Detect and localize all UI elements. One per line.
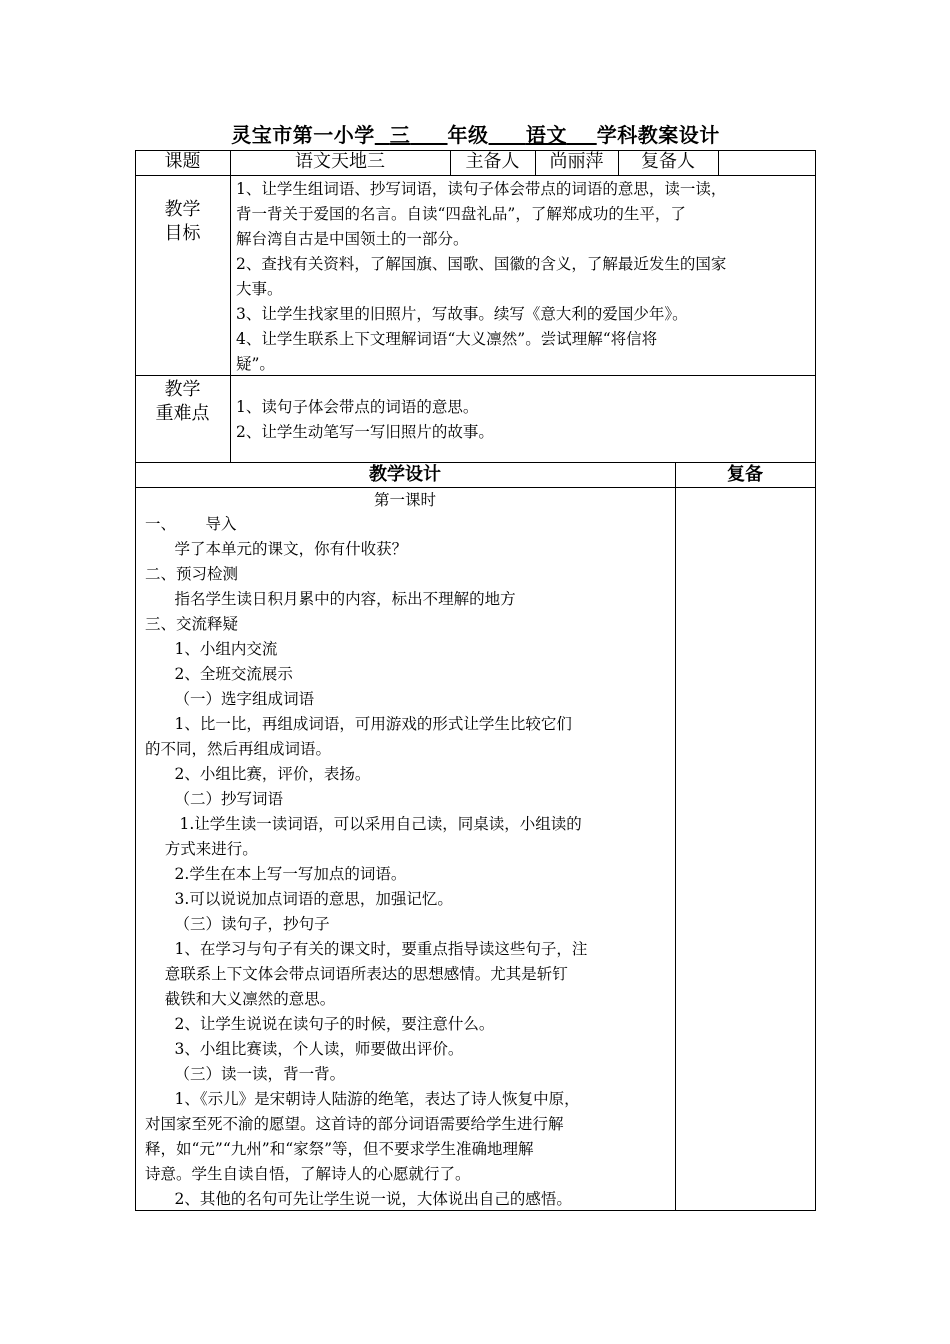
objective-line: 4、让学生联系上下文理解词语“大义凛然”。尝试理解“将信将	[236, 330, 658, 348]
title-school: 灵宝市第一小学	[231, 123, 375, 147]
design-line: 释，如“元”“九州”和“家祭”等，但不要求学生准确地理解	[145, 1140, 534, 1158]
design-line: 3、小组比赛读，个人读，师要做出评价。	[145, 1040, 464, 1058]
title-grade: 三	[389, 123, 411, 147]
key-points-label	[135, 378, 230, 426]
objectives-label-line2: 目标	[164, 223, 201, 244]
objective-line: 背一背关于爱国的名言。自读“四盘礼品”，了解郑成功的生平，了	[236, 205, 686, 223]
design-header: 教学设计	[369, 464, 441, 485]
co-prep-label: 复备人	[641, 151, 695, 172]
main-prep-value: 尚丽萍	[549, 151, 604, 172]
objective-line: 疑”。	[236, 355, 275, 373]
design-line: 3.可以说说加点词语的意思，加强记忆。	[145, 890, 453, 908]
design-line: 学了本单元的课文，你有什收获？	[145, 540, 408, 558]
title-subject: 语文	[525, 123, 567, 147]
design-line: 1.让学生读一读词语，可以采用自己读，同桌读，小组读的	[145, 815, 582, 833]
design-line: （一）选字组成词语	[145, 690, 315, 708]
design-line: 1、比一比，再组成词语，可用游戏的形式让学生比较它们	[145, 715, 572, 733]
objective-line: 3、让学生找家里的旧照片，写故事。续写《意大利的爱国少年》。	[236, 305, 688, 323]
design-line: 2.学生在本上写一写加点的词语。	[145, 865, 407, 883]
key-point-line: 1、读句子体会带点的词语的意思。	[236, 398, 479, 416]
design-line: 2、其他的名句可先让学生说一说，大体说出自己的感悟。	[145, 1190, 572, 1208]
key-point-line: 2、让学生动笔写一写旧照片的故事。	[236, 423, 494, 441]
design-line: 一、 导入	[145, 515, 237, 533]
design-content	[145, 512, 675, 1212]
design-line: 对国家至死不渝的愿望。这首诗的部分词语需要给学生进行解	[145, 1115, 564, 1133]
design-line: 2、让学生说说在读句子的时候，要注意什么。	[145, 1015, 495, 1033]
design-line: 1、《示儿》是宋朝诗人陆游的绝笔，表达了诗人恢复中原，	[145, 1090, 580, 1108]
design-line: （二）抄写词语	[145, 790, 284, 808]
topic-label: 课题	[164, 151, 201, 172]
design-line: 2、小组比赛，评价，表扬。	[145, 765, 371, 783]
design-line: 指名学生读日积月累中的内容，标出不理解的地方	[145, 590, 516, 608]
objectives-content	[236, 177, 814, 377]
objective-line: 1、让学生组词语、抄写词语，读句子体会带点的词语的意思，读一读，	[236, 180, 727, 198]
key-points-label-line1: 教学	[164, 379, 201, 400]
objective-line: 2、查找有关资料，了解国旗、国歌、国徽的含义，了解最近发生的国家	[236, 255, 727, 273]
objective-line: 解台湾自古是中国领土的一部分。	[236, 230, 469, 248]
objectives-label-line1: 教学	[164, 199, 201, 220]
design-line: （三）读句子，抄句子	[145, 915, 330, 933]
document-title	[135, 122, 816, 148]
design-line: 1、小组内交流	[145, 640, 278, 658]
design-line: 的不同，然后再组成词语。	[145, 740, 332, 758]
design-line: 1、在学习与句子有关的课文时，要重点指导读这些句子，注	[145, 940, 588, 958]
objectives-label	[135, 198, 230, 246]
design-line: 2、全班交流展示	[145, 665, 293, 683]
key-points-content	[236, 395, 814, 445]
review-column	[676, 488, 815, 1210]
design-line: （三）读一读，背一背。	[145, 1065, 346, 1083]
key-points-label-line2: 重难点	[155, 403, 210, 424]
design-line: 诗意。学生自读自悟，了解诗人的心愿就行了。	[145, 1165, 471, 1183]
review-header: 复备	[727, 464, 763, 485]
design-line: 意联系上下文体会带点词语所表达的思想感情。尤其是斩钉	[145, 965, 568, 983]
design-line: 截铁和大义凛然的意思。	[145, 990, 336, 1008]
title-suffix: 学科教案设计	[596, 123, 720, 147]
session-title: 第一课时	[373, 491, 436, 509]
lesson-plan-table	[135, 150, 816, 1210]
topic-value: 语文天地三	[295, 151, 385, 172]
design-line: 方式来进行。	[145, 840, 258, 858]
design-line: 二、预习检测	[145, 565, 239, 583]
title-grade-suffix: 年级	[447, 123, 489, 147]
objective-line: 大事。	[236, 280, 283, 298]
design-line: 三、交流释疑	[145, 615, 239, 633]
main-prep-label: 主备人	[465, 151, 520, 172]
